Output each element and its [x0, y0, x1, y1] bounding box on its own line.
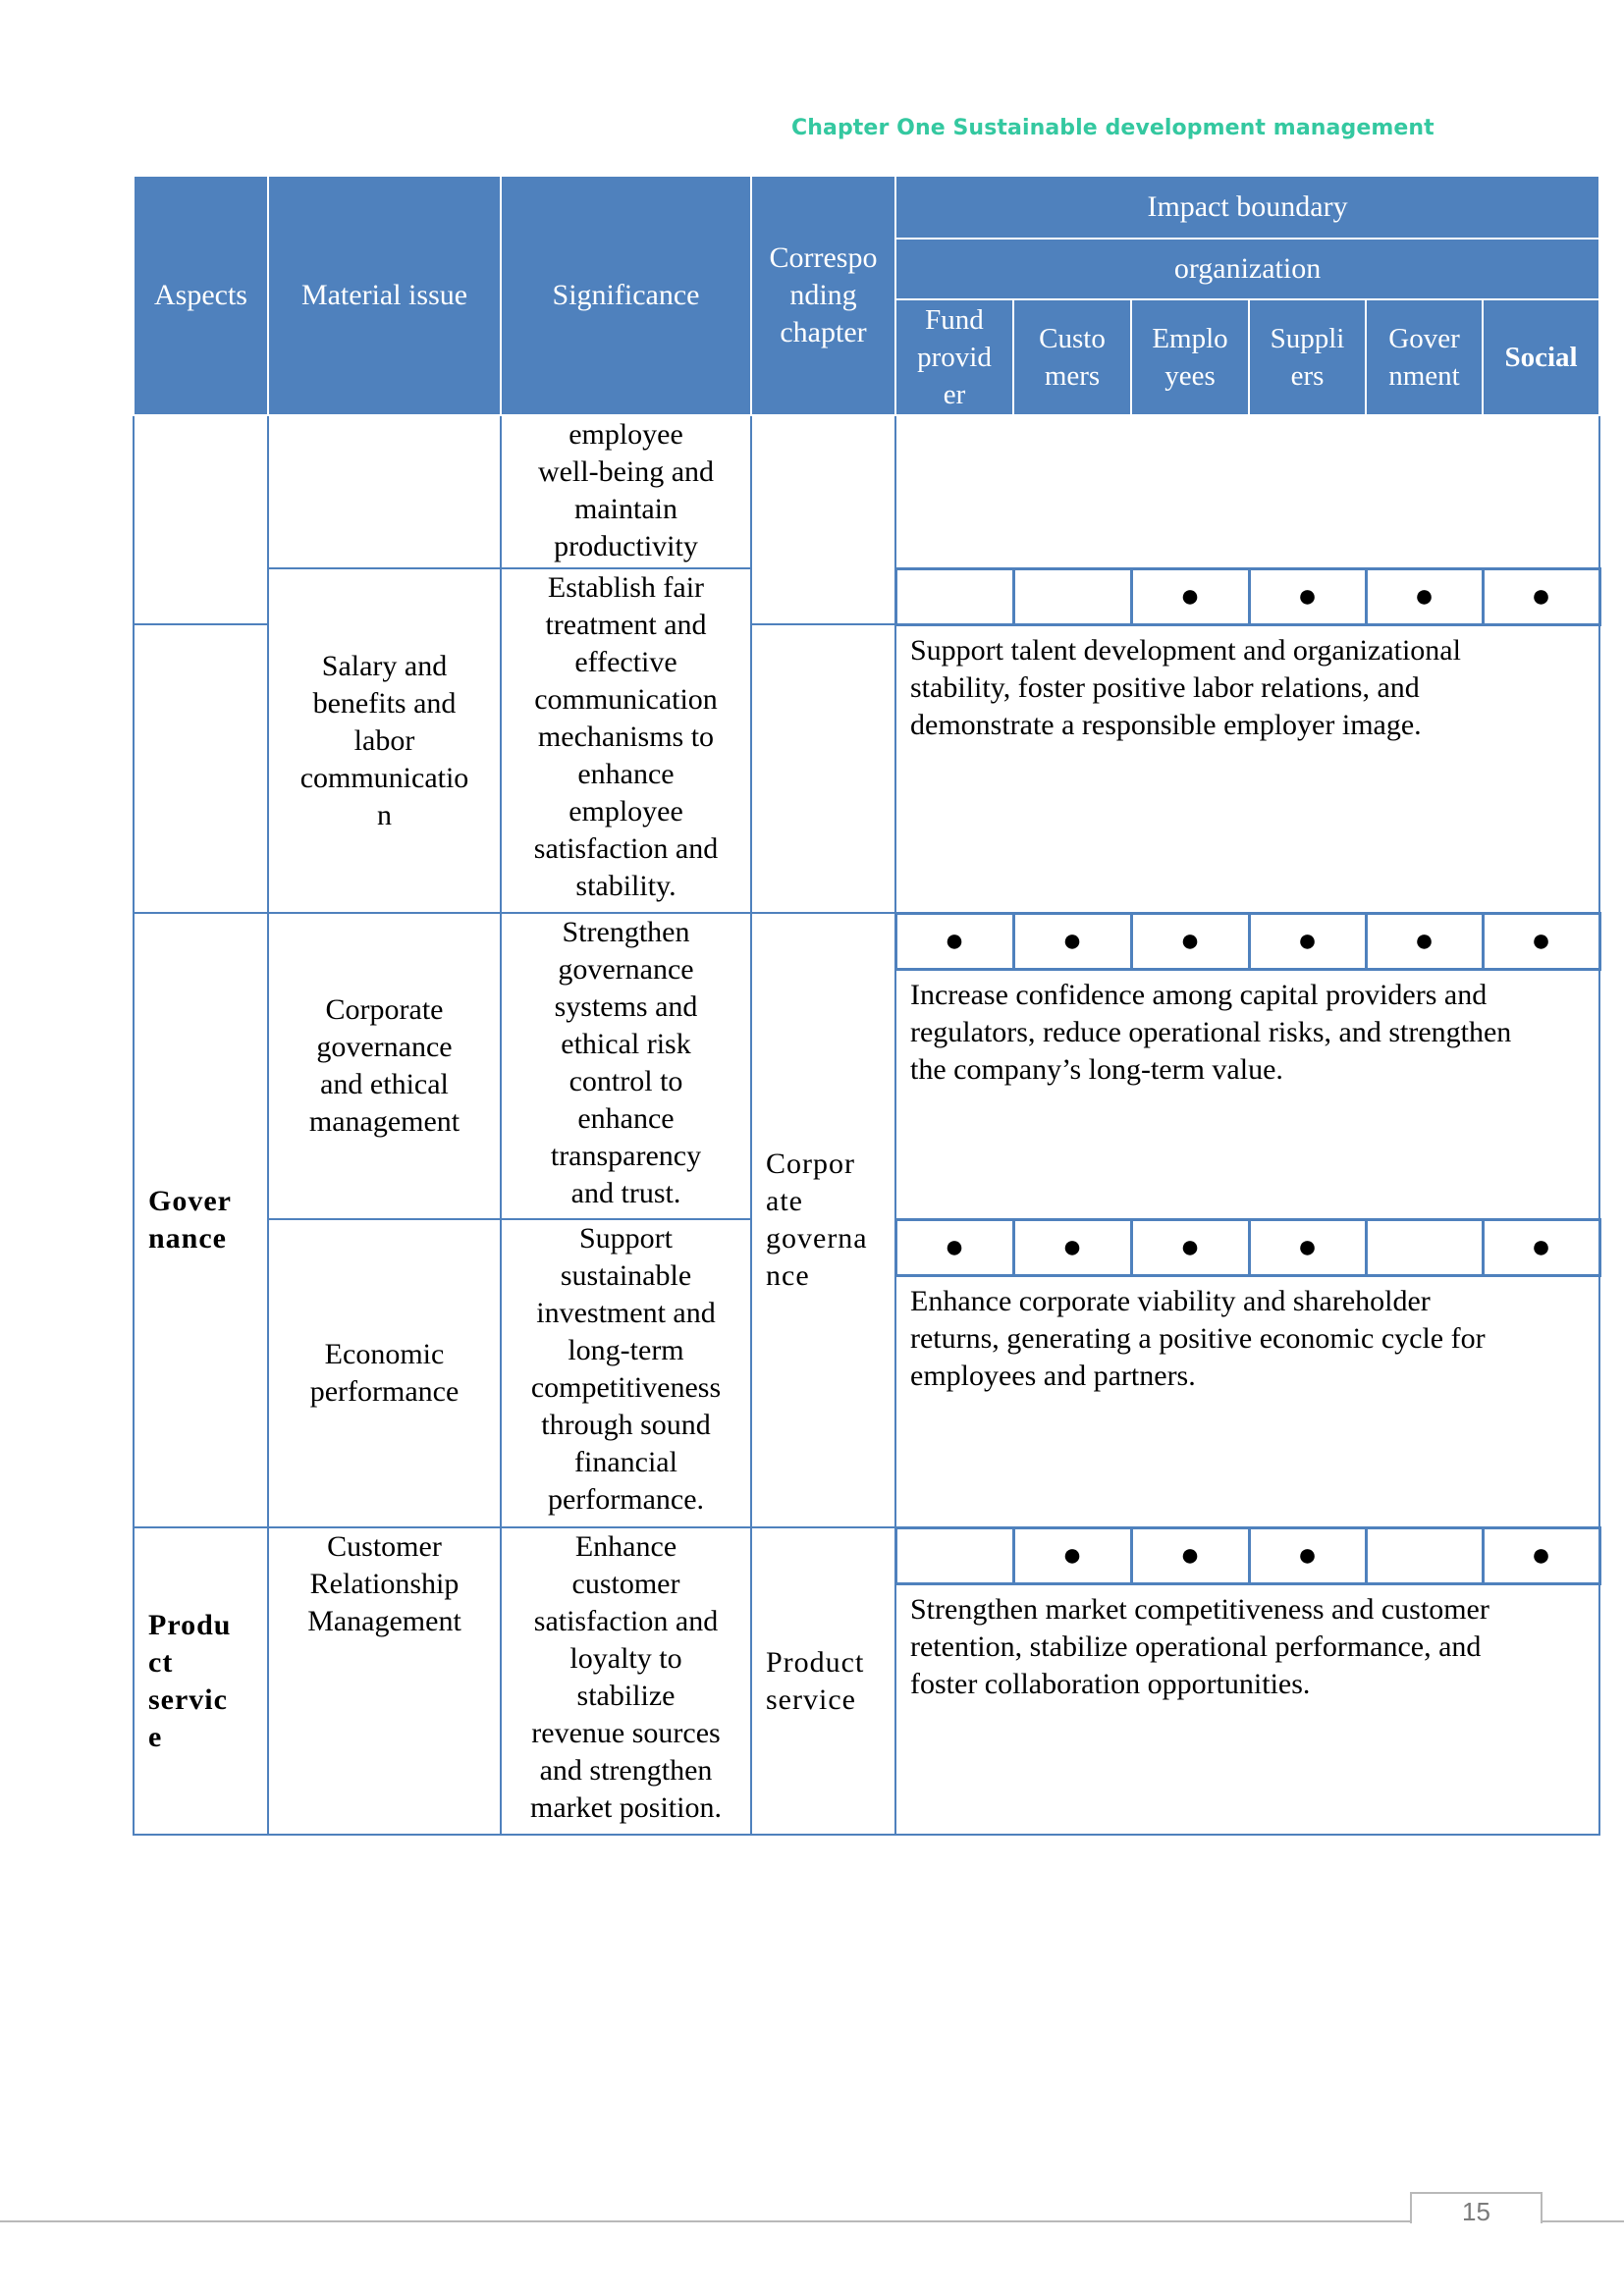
running-header: Chapter One Sustainable development management	[791, 116, 1435, 140]
header-chapter: Correspo nding chapter	[751, 176, 895, 415]
impact-dot	[895, 1527, 1013, 1583]
header-customers: Custo mers	[1013, 299, 1131, 415]
impact-description-corporate-governance: Increase confidence among capital providers and regulators, reduce operational risks, and strengthen the company’s long-term value.	[895, 969, 1599, 1219]
issue-cell-economic-performance: Economic performance	[268, 1219, 501, 1527]
header-suppliers: Suppli ers	[1249, 299, 1366, 415]
header-fund-provider: Fund provid er	[895, 299, 1013, 415]
header-material-issue: Material issue	[268, 176, 501, 415]
aspect-cell-empty-2	[134, 624, 268, 913]
issue-cell-salary: Salary and benefits and labor communicatio n	[268, 568, 501, 913]
header-government: Gover nment	[1366, 299, 1483, 415]
footer-rule	[0, 2220, 1624, 2222]
significance-cell-salary: Establish fair treatment and effective communication mechanisms to enhance employee satisfaction and stability.	[501, 568, 751, 913]
material-issues-table	[133, 175, 1601, 1836]
chapter-cell-corporate-governance: Corpor ate governa nce	[751, 913, 895, 1527]
impact-dot: ●	[1366, 913, 1483, 969]
impact-dot: ●	[1249, 568, 1366, 624]
impact-dot	[1366, 1219, 1483, 1275]
chapter-cell-empty-2	[751, 624, 895, 913]
page-number: 15	[1410, 2192, 1543, 2223]
impact-dot: ●	[895, 913, 1013, 969]
impact-dot	[1366, 1527, 1483, 1583]
impact-dot: ●	[1483, 1219, 1599, 1275]
impact-dot: ●	[1483, 568, 1599, 624]
impact-dot: ●	[1366, 568, 1483, 624]
impact-dot: ●	[1249, 1219, 1366, 1275]
impact-description-customer-relationship: Strengthen market competitiveness and customer retention, stabilize operational performance, and foster collaboration opportunities.	[895, 1583, 1599, 1835]
impact-dot: ●	[1483, 1527, 1599, 1583]
header-employees: Emplo yees	[1131, 299, 1249, 415]
significance-cell-economic-performance: Support sustainable investment and long-term competitiveness through sound financial performance.	[501, 1219, 751, 1527]
aspect-cell-product-service: Produ ct servic e	[134, 1527, 268, 1835]
header-social: Social	[1483, 299, 1599, 415]
impact-dot: ●	[1013, 1219, 1131, 1275]
issue-cell-corporate-governance: Corporate governance and ethical management	[268, 913, 501, 1219]
significance-cell-corporate-governance: Strengthen governance systems and ethical risk control to enhance transparency and trust.	[501, 913, 751, 1219]
impact-dot: ●	[1249, 913, 1366, 969]
header-significance: Significance	[501, 176, 751, 415]
impact-description-salary: Support talent development and organizational stability, foster positive labor relations, and demonstrate a responsible employer image.	[895, 624, 1599, 913]
chapter-cell-empty	[751, 415, 895, 624]
header-aspects: Aspects	[134, 176, 268, 415]
chapter-cell-product-service: Product service	[751, 1527, 895, 1835]
impact-dot: ●	[1013, 1527, 1131, 1583]
issue-cell-customer-relationship: Customer Relationship Management	[268, 1527, 501, 1835]
impact-dot: ●	[1131, 913, 1249, 969]
header-organization: organization	[895, 239, 1599, 299]
continuation-description-cell	[895, 415, 1599, 568]
impact-description-economic-performance: Enhance corporate viability and shareholder returns, generating a positive economic cycle for employees and partners.	[895, 1275, 1599, 1527]
significance-cell-customer-relationship: Enhance customer satisfaction and loyalty to stabilize revenue sources and strengthen market position.	[501, 1527, 751, 1835]
impact-dot	[1013, 568, 1131, 624]
impact-dot: ●	[1249, 1527, 1366, 1583]
impact-dot: ●	[1131, 568, 1249, 624]
significance-cell: employee well-being and maintain productivity	[501, 415, 751, 568]
impact-dot: ●	[895, 1219, 1013, 1275]
issue-cell-empty	[268, 415, 501, 568]
impact-dot: ●	[1013, 913, 1131, 969]
impact-dot: ●	[1131, 1527, 1249, 1583]
aspect-cell-governance: Gover nance	[134, 913, 268, 1527]
impact-dot: ●	[1483, 913, 1599, 969]
impact-dot: ●	[1131, 1219, 1249, 1275]
impact-dot	[895, 568, 1013, 624]
aspect-cell-empty	[134, 415, 268, 624]
header-impact-boundary: Impact boundary	[895, 176, 1599, 239]
